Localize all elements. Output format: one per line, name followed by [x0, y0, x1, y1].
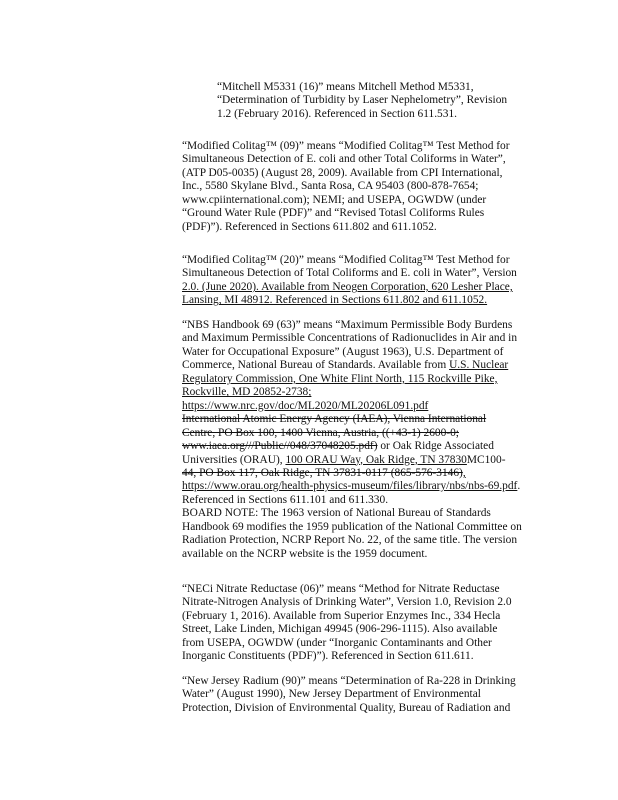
definition-nj-radium	[182, 675, 544, 715]
text-run: “New Jersey Radium (90)” means “Determination of Ra-228 in Drinking	[182, 675, 516, 687]
inserted-text: Rockville, MD 20852-2738;	[182, 386, 312, 399]
text-line	[182, 675, 544, 688]
struck-text: Centre, PO Box 100, 1400 Vienna, Austria, ((+43-1) 2600-0;	[182, 426, 459, 439]
definition-neci-nitrate	[182, 583, 544, 664]
text-line	[217, 108, 539, 121]
text-run: Inc., 5580 Skylane Blvd., Santa Rosa, CA 95403 (800-878-7654;	[182, 180, 479, 193]
text-line	[217, 94, 539, 107]
definition-colitag-09	[182, 140, 544, 234]
text-run: www.cpiinternational.com); NEMI; and USEPA, OGWDW (under	[182, 193, 487, 206]
text-line	[182, 494, 544, 507]
text-run: Water for Occupational Exposure” (August 1963), U.S. Department of	[182, 345, 504, 358]
text-line	[182, 319, 544, 332]
text-line	[182, 267, 544, 280]
text-line	[217, 81, 539, 94]
text-run: Inorganic Constituents (PDF)”). Referenced in Section 611.611.	[182, 650, 474, 663]
text-run: Referenced in Sections 611.101 and 611.330.	[182, 493, 389, 506]
struck-text: www.iaea.org///Public//048/37048205.pdf)	[182, 440, 378, 453]
text-run: 1.2 (February 2016). Referenced in Section 611.531.	[217, 107, 457, 120]
inserted-text: 100 ORAU Way, Oak Ridge, TN 37830	[285, 453, 467, 466]
text-line	[182, 194, 544, 207]
text-run: “Determination of Turbidity by Laser Nephelometry”, Revision	[217, 94, 508, 107]
text-line	[182, 332, 544, 345]
text-run: Street, Lake Linden, Michigan 49945 (906-296-1115). Also available	[182, 623, 498, 636]
text-line	[182, 400, 544, 413]
text-line	[182, 521, 544, 534]
text-line	[182, 254, 544, 267]
definition-mitchell	[217, 81, 539, 121]
text-line	[182, 281, 544, 294]
text-line	[182, 440, 544, 453]
text-run: from USEPA, OGWDW (under “Inorganic Contaminants and Other	[182, 636, 492, 649]
text-run: “Modified Colitag™ (20)” means “Modified Colitag™ Test Method for	[182, 254, 510, 266]
struck-text: 44, PO Box 117, Oak Ridge, TN 37831-0117 (865-576-3146)	[182, 466, 463, 479]
text-line	[182, 583, 544, 596]
text-line	[182, 167, 544, 180]
text-run: “Ground Water Rule (PDF)” and “Revised Totasl Coliforms Rules	[182, 207, 485, 220]
text-line	[182, 221, 544, 234]
text-line	[182, 153, 544, 166]
text-run: (ATP D05-0035) (August 28, 2009). Available from CPI International,	[182, 166, 503, 179]
text-line	[182, 140, 544, 153]
inserted-text: ,	[462, 466, 466, 479]
inserted-text: U.S. Nuclear	[449, 359, 509, 372]
text-run: Protection, Division of Environmental Quality, Bureau of Radiation and	[182, 701, 511, 714]
text-run: “NECi Nitrate Reductase (06)” means “Method for Nitrate Reductase	[182, 583, 500, 595]
text-line	[182, 623, 544, 636]
text-line	[182, 359, 544, 372]
text-line	[182, 688, 544, 701]
inserted-text: Regulatory Commission, One White Flint North, 115 Rockville Pike,	[182, 372, 498, 385]
text-line	[182, 180, 544, 193]
text-line	[182, 207, 544, 220]
text-run: and Maximum Permissible Concentrations of Radionuclides in Air and in	[182, 332, 518, 345]
definition-colitag-20	[182, 254, 544, 308]
text-run: Radiation Protection, NCRP Report No. 22, of the same title. The version	[182, 534, 518, 547]
text-line	[182, 650, 544, 663]
text-line	[182, 294, 544, 307]
text-run: “NBS Handbook 69 (63)” means “Maximum Permissible Body Burdens	[182, 319, 513, 331]
text-run: Commerce, National Bureau of Standards. Available from	[182, 359, 450, 372]
text-line	[182, 507, 544, 520]
text-run: .	[517, 480, 521, 493]
text-run: Simultaneous Detection of E. coli and other Total Coliforms in Water”,	[182, 153, 506, 166]
text-run: (February 1, 2016). Available from Superior Enzymes Inc., 334 Hecla	[182, 609, 501, 622]
text-line	[182, 413, 544, 426]
text-line	[182, 637, 544, 650]
text-run: MC100-	[466, 453, 506, 466]
text-line	[182, 346, 544, 359]
text-run: Simultaneous Detection of Total Coliforms and E. coli in Water”, Version	[182, 267, 517, 280]
text-run: Water” (August 1990), New Jersey Department of Environmental	[182, 688, 481, 701]
text-line	[182, 427, 544, 440]
text-run: “Mitchell M5331 (16)” means Mitchell Method M5331,	[217, 81, 474, 93]
text-line	[182, 610, 544, 623]
definition-nbs-handbook-69	[182, 319, 544, 561]
text-run: Handbook 69 modifies the 1959 publication of the National Committee on	[182, 520, 522, 533]
text-line	[182, 534, 544, 547]
text-run: Nitrate-Nitrogen Analysis of Drinking Water”, Version 1.0, Revision 2.0	[182, 596, 512, 609]
text-line	[182, 454, 544, 467]
text-run: (PDF)”). Referenced in Sections 611.802 and 611.1052.	[182, 220, 437, 233]
text-line	[182, 373, 544, 386]
text-run: or Oak Ridge Associated	[377, 440, 494, 453]
struck-text: International Atomic Energy Agency (IAEA), Vienna International	[182, 413, 487, 426]
text-line	[182, 480, 544, 493]
text-line	[182, 596, 544, 609]
text-line	[182, 386, 544, 399]
text-line	[182, 467, 544, 480]
inserted-text: https://www.orau.org/health-physics-museum/files/library/nbs/nbs-69.pdf	[182, 480, 518, 493]
text-line	[182, 702, 544, 715]
text-run: “Modified Colitag™ (09)” means “Modified Colitag™ Test Method for	[182, 140, 510, 152]
inserted-text: 2.0. (June 2020). Available from Neogen Corporation, 620 Lesher Place,	[182, 280, 513, 293]
text-run: available on the NCRP website is the 1959 document.	[182, 547, 428, 560]
text-run: BOARD NOTE: The 1963 version of National Bureau of Standards	[182, 507, 491, 520]
inserted-text: https://www.nrc.gov/doc/ML2020/ML20206L091.pdf	[182, 399, 429, 412]
inserted-text: Lansing, MI 48912. Referenced in Sections 611.802 and 611.1052.	[182, 294, 488, 307]
text-line	[182, 548, 544, 561]
text-run: Universities (ORAU),	[182, 453, 286, 466]
